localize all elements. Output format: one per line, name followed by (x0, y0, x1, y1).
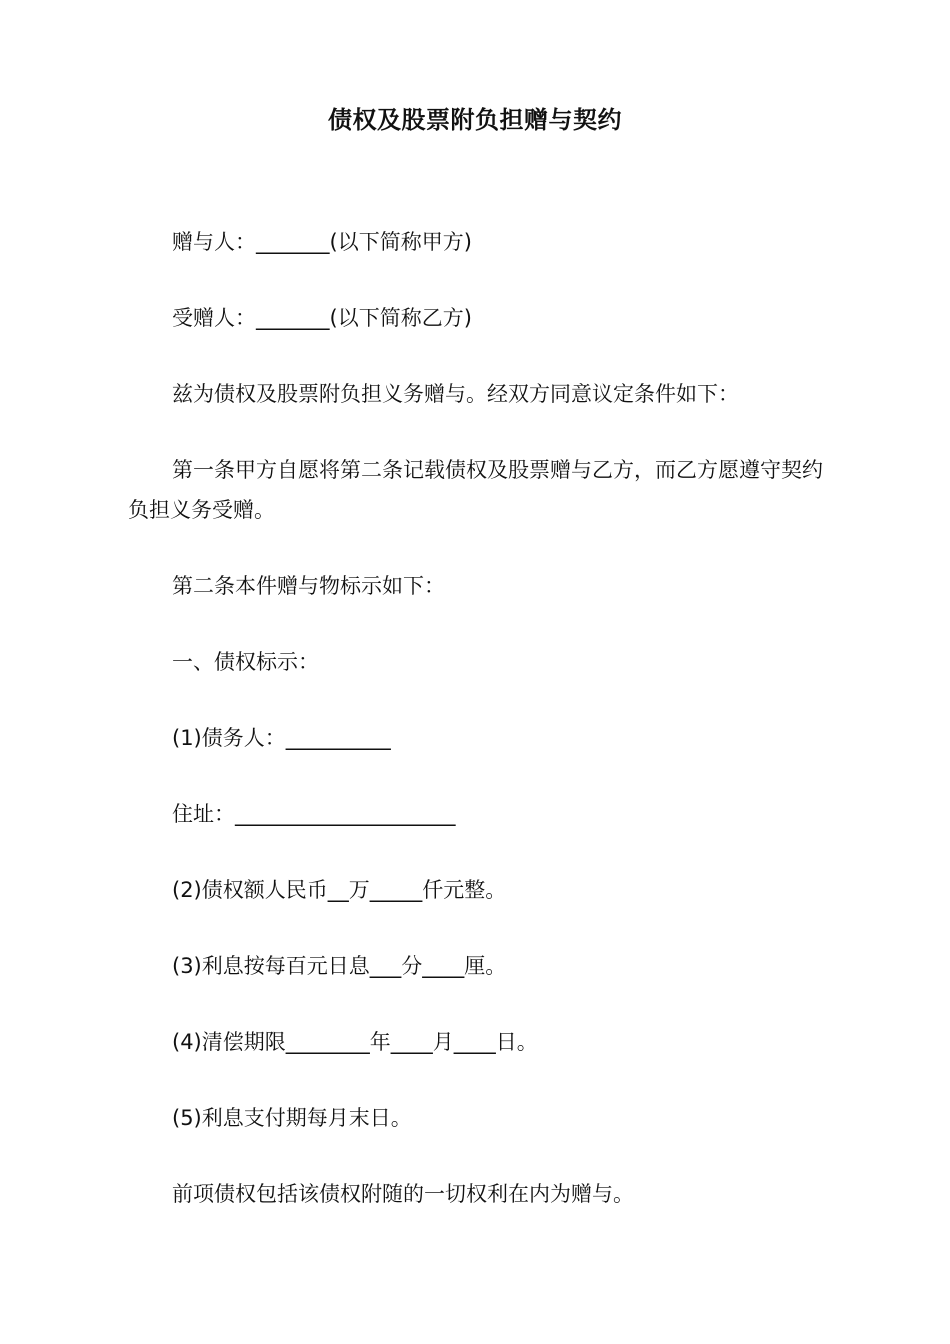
article-two-paragraph: 第二条本件赠与物标示如下： (172, 574, 445, 598)
document-title: 债权及股票附负担赠与契约 (328, 106, 622, 134)
donor-line: 赠与人：_______(以下简称甲方) (172, 230, 472, 254)
claim-heading: 一、债权标示： (172, 650, 319, 674)
preamble-paragraph: 兹为债权及股票附负担义务赠与。经双方同意议定条件如下： (172, 382, 739, 406)
address-line: 住址：_____________________ (172, 802, 456, 826)
debtor-line: (1)债务人：__________ (172, 726, 391, 750)
repayment-deadline-line: (4)清偿期限________年____月____日。 (172, 1030, 538, 1054)
claim-rights-paragraph: 前项债权包括该债权附随的一切权利在内为赠与。 (172, 1182, 634, 1206)
article-one-paragraph: 第一条甲方自愿将第二条记载债权及股票赠与乙方，而乙方愿遵守契约负担义务受赠。 (128, 458, 823, 522)
claim-amount-line: (2)债权额人民币__万_____仟元整。 (172, 878, 507, 902)
donee-line: 受赠人：_______(以下简称乙方) (172, 306, 472, 330)
interest-payment-line: (5)利息支付期每月末日。 (172, 1106, 412, 1130)
interest-rate-line: (3)利息按每百元日息___分____厘。 (172, 954, 507, 978)
